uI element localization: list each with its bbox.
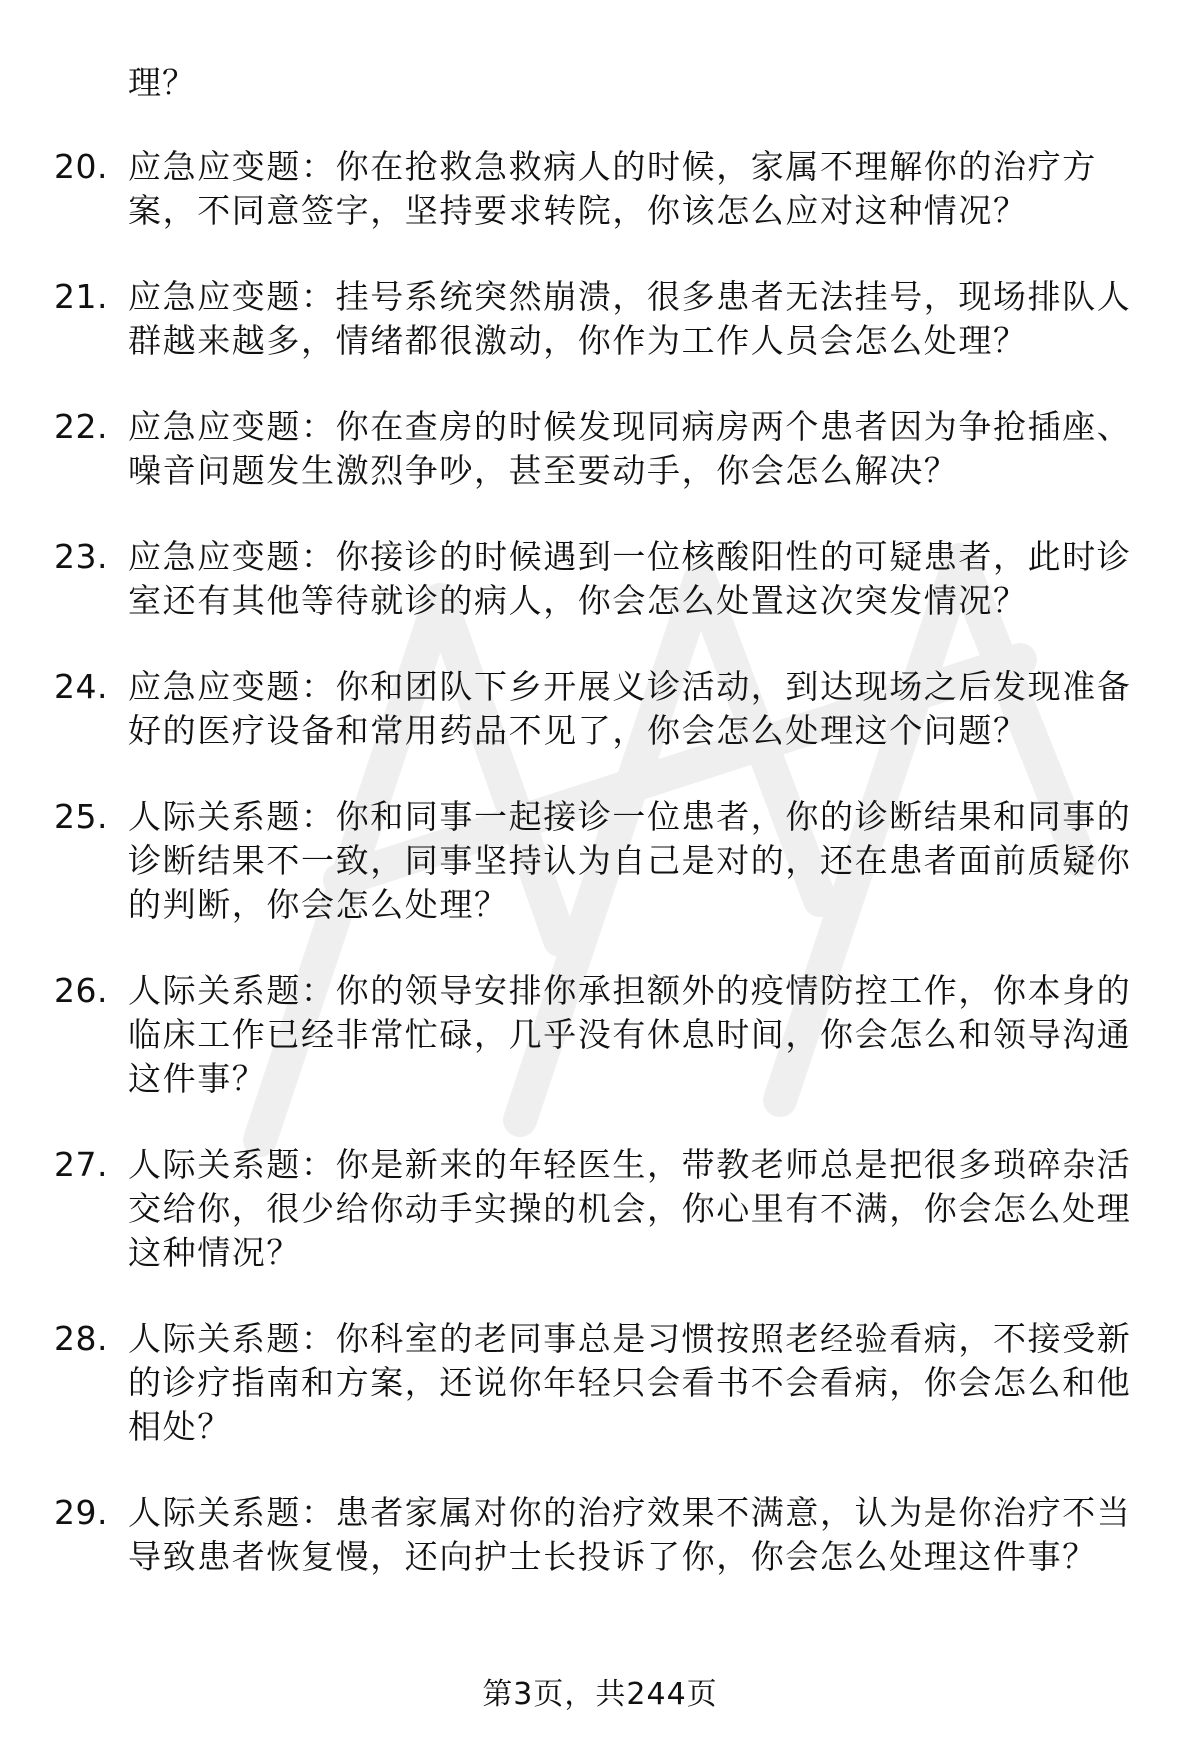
question-item — [0, 969, 1200, 1101]
question-item — [0, 275, 1200, 363]
question-item — [0, 665, 1200, 753]
question-item — [0, 535, 1200, 623]
continuation-text: 理？ — [128, 63, 196, 102]
question-number: 26. — [54, 971, 108, 1010]
question-text: 应急应变题：你在抢救急救病人的时候，家属不理解你的治疗方案，不同意签字，坚持要求转院，你该怎么应对这种情况？ — [128, 147, 1097, 230]
page-footer: 第3页，共244页 — [482, 1677, 718, 1712]
question-item — [0, 145, 1200, 233]
question-number: 22. — [54, 407, 108, 446]
question-item — [0, 1143, 1200, 1275]
question-text: 人际关系题：患者家属对你的治疗效果不满意，认为是你治疗不当导致患者恢复慢，还向护士长投诉了你，你会怎么处理这件事？ — [128, 1493, 1132, 1576]
question-number: 27. — [54, 1145, 108, 1184]
question-number: 23. — [54, 537, 108, 576]
question-item — [0, 795, 1200, 927]
question-text: 人际关系题：你是新来的年轻医生，带教老师总是把很多琐碎杂活交给你，很少给你动手实操的机会，你心里有不满，你会怎么处理这种情况？ — [128, 1145, 1132, 1272]
question-text: 应急应变题：你在查房的时候发现同病房两个患者因为争抢插座、噪音问题发生激烈争吵，甚至要动手，你会怎么解决？ — [128, 407, 1132, 490]
question-number: 20. — [54, 147, 108, 186]
question-number: 21. — [54, 277, 108, 316]
question-text: 人际关系题：你的领导安排你承担额外的疫情防控工作，你本身的临床工作已经非常忙碌，几乎没有休息时间，你会怎么和领导沟通这件事？ — [128, 971, 1132, 1098]
question-item — [0, 405, 1200, 493]
question-text: 人际关系题：你和同事一起接诊一位患者，你的诊断结果和同事的诊断结果不一致，同事坚持认为自己是对的，还在患者面前质疑你的判断，你会怎么处理？ — [128, 797, 1132, 924]
question-text: 应急应变题：你接诊的时候遇到一位核酸阳性的可疑患者，此时诊室还有其他等待就诊的病人，你会怎么处置这次突发情况？ — [128, 537, 1132, 620]
question-number: 28. — [54, 1319, 108, 1358]
question-text: 应急应变题：挂号系统突然崩溃，很多患者无法挂号，现场排队人群越来越多，情绪都很激动，你作为工作人员会怎么处理？ — [128, 277, 1132, 360]
question-text: 应急应变题：你和团队下乡开展义诊活动，到达现场之后发现准备好的医疗设备和常用药品不见了，你会怎么处理这个问题？ — [128, 667, 1132, 750]
question-number: 24. — [54, 667, 108, 706]
question-item — [0, 1317, 1200, 1449]
question-item — [0, 1491, 1200, 1579]
question-number: 25. — [54, 797, 108, 836]
question-text: 人际关系题：你科室的老同事总是习惯按照老经验看病，不接受新的诊疗指南和方案，还说你年轻只会看书不会看病，你会怎么和他相处？ — [128, 1319, 1132, 1446]
question-list — [0, 145, 1200, 1621]
question-number: 29. — [54, 1493, 108, 1532]
